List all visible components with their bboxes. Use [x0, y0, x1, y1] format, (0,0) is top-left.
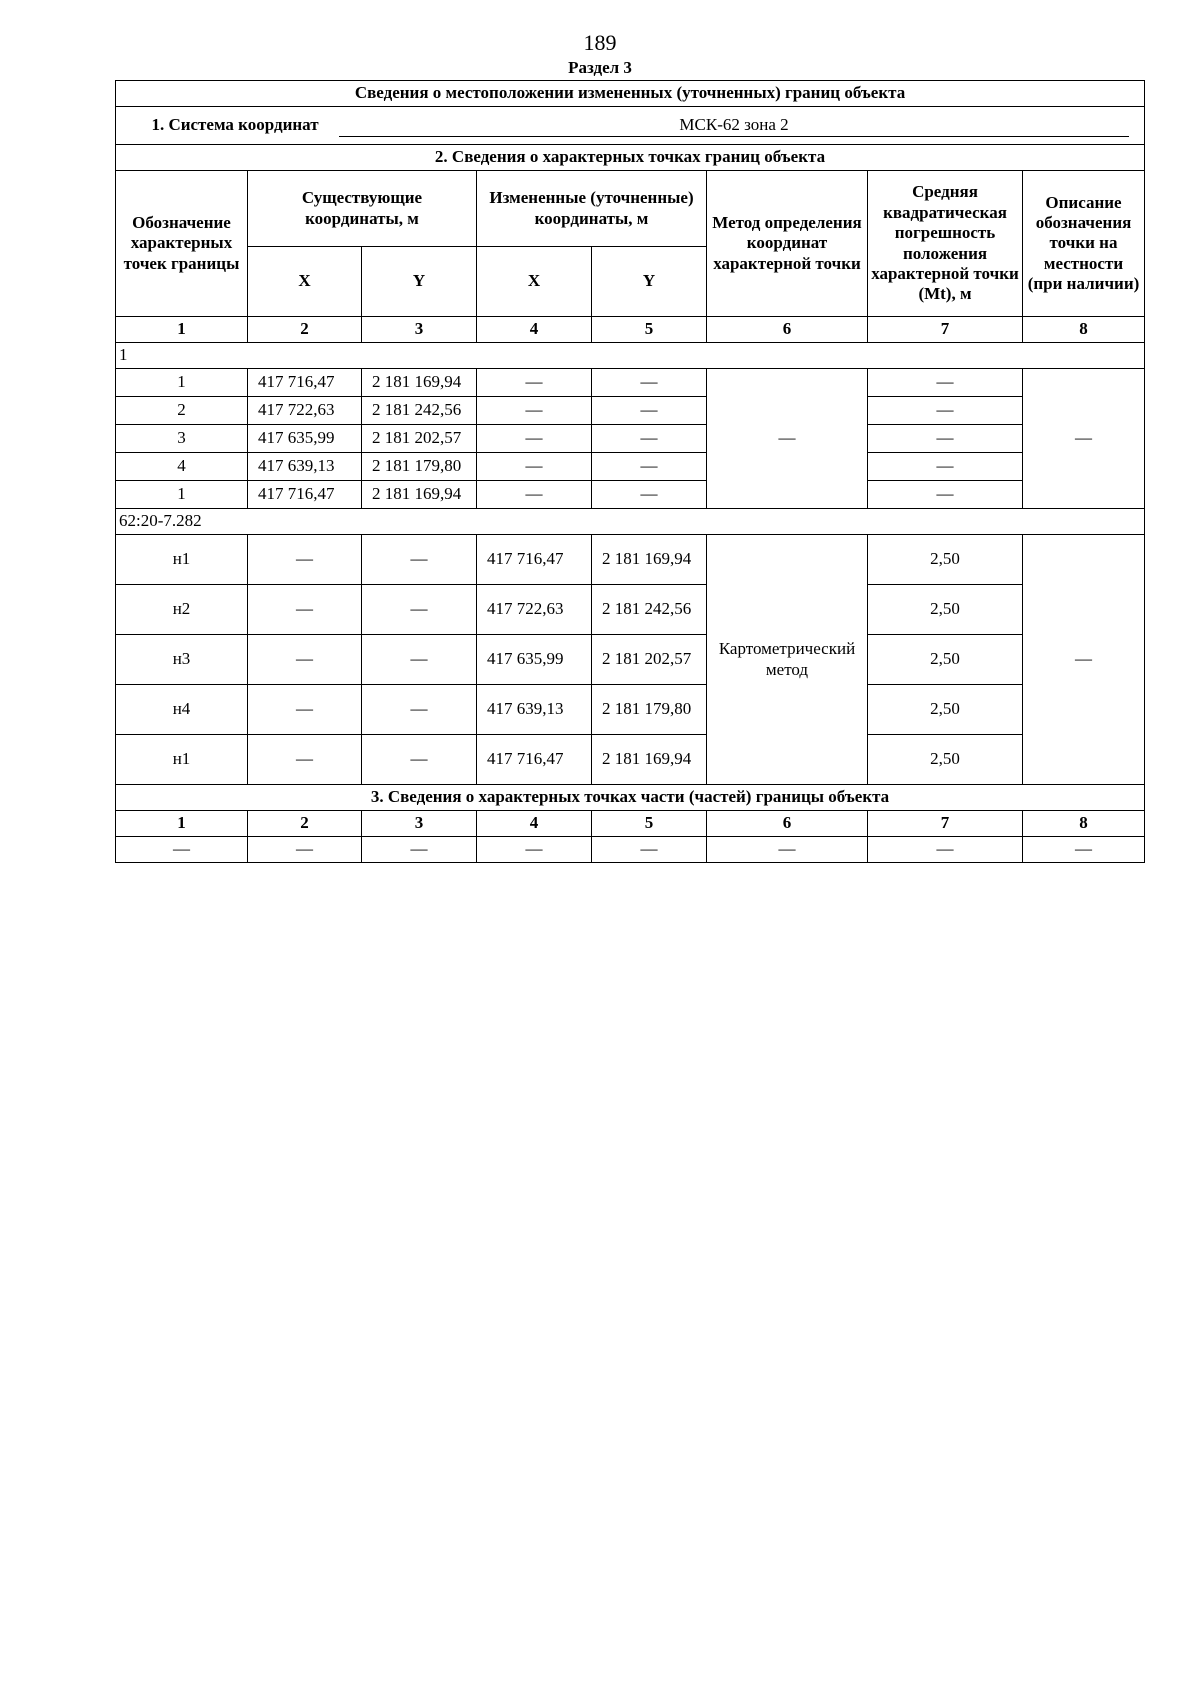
table-row: [116, 425, 1145, 453]
changed-x: —: [477, 425, 592, 453]
col-number: 4: [477, 317, 592, 343]
existing-y: —: [362, 535, 477, 585]
header-description: Описание обозначения точки на местности (при наличии): [1023, 171, 1145, 317]
existing-x: 417 716,47: [248, 481, 362, 509]
header-existing-x: X: [248, 247, 362, 317]
page-number: 189: [583, 30, 617, 55]
header-changed-x: X: [477, 247, 592, 317]
point-id: 1: [116, 369, 248, 397]
header-existing-y: Y: [362, 247, 477, 317]
point-id: н3: [116, 635, 248, 685]
point-id: 1: [116, 481, 248, 509]
existing-y: 2 181 179,80: [362, 453, 477, 481]
coord-system-row: [116, 107, 1145, 145]
group-label: 62:20-7.282: [116, 509, 1145, 535]
changed-y: 2 181 179,80: [592, 685, 707, 735]
changed-x: —: [477, 481, 592, 509]
error-value: —: [868, 369, 1023, 397]
col-number: 6: [707, 811, 868, 837]
point-id: н4: [116, 685, 248, 735]
empty-cell: —: [248, 837, 362, 863]
empty-cell: —: [868, 837, 1023, 863]
col-number: 7: [868, 317, 1023, 343]
coord-system-label: 1. Система координат: [151, 114, 319, 134]
header-error: Средняя квадратическая погрешность положения характерной точки (Mt), м: [868, 171, 1023, 317]
table-row: [116, 635, 1145, 685]
parts-section-title: 3. Сведения о характерных точках части (частей) границы объекта: [116, 785, 1145, 811]
empty-cell: —: [362, 837, 477, 863]
existing-x: —: [248, 585, 362, 635]
point-id: 2: [116, 397, 248, 425]
changed-y: —: [592, 397, 707, 425]
col-number: 3: [362, 317, 477, 343]
changed-y: 2 181 169,94: [592, 735, 707, 785]
group-label: 1: [116, 343, 1145, 369]
header-changed-coords: Измененные (уточненные) координаты, м: [477, 171, 707, 247]
changed-y: 2 181 169,94: [592, 535, 707, 585]
table-row: [116, 585, 1145, 635]
coord-system-value: МСК-62 зона 2: [339, 114, 1129, 137]
col-number: 8: [1023, 317, 1145, 343]
table-row: [116, 481, 1145, 509]
error-value: 2,50: [868, 685, 1023, 735]
existing-y: —: [362, 685, 477, 735]
table-row: [116, 685, 1145, 735]
existing-y: 2 181 169,94: [362, 369, 477, 397]
existing-y: 2 181 242,56: [362, 397, 477, 425]
col-number: 4: [477, 811, 592, 837]
table-row: [116, 369, 1145, 397]
empty-cell: —: [116, 837, 248, 863]
header-changed-y: Y: [592, 247, 707, 317]
point-id: н1: [116, 735, 248, 785]
error-value: 2,50: [868, 635, 1023, 685]
boundary-table: [115, 80, 1145, 863]
changed-y: —: [592, 453, 707, 481]
method-cell: Картометрический метод: [707, 535, 868, 785]
error-value: —: [868, 425, 1023, 453]
col-number: 3: [362, 811, 477, 837]
changed-y: 2 181 202,57: [592, 635, 707, 685]
error-value: 2,50: [868, 585, 1023, 635]
existing-x: 417 722,63: [248, 397, 362, 425]
existing-y: —: [362, 585, 477, 635]
table-row: [116, 397, 1145, 425]
point-id: 3: [116, 425, 248, 453]
col-number: 7: [868, 811, 1023, 837]
col-number: 6: [707, 317, 868, 343]
existing-y: —: [362, 735, 477, 785]
point-id: н2: [116, 585, 248, 635]
error-value: 2,50: [868, 535, 1023, 585]
col-number: 8: [1023, 811, 1145, 837]
changed-x: 417 716,47: [477, 535, 592, 585]
col-number: 1: [116, 811, 248, 837]
existing-y: —: [362, 635, 477, 685]
existing-x: 417 639,13: [248, 453, 362, 481]
point-id: н1: [116, 535, 248, 585]
changed-x: —: [477, 369, 592, 397]
existing-x: 417 635,99: [248, 425, 362, 453]
header-existing-coords: Существующие координаты, м: [248, 171, 477, 247]
existing-x: —: [248, 685, 362, 735]
error-value: —: [868, 481, 1023, 509]
changed-y: —: [592, 369, 707, 397]
col-number: 1: [116, 317, 248, 343]
existing-x: 417 716,47: [248, 369, 362, 397]
error-value: —: [868, 397, 1023, 425]
col-number: 5: [592, 811, 707, 837]
changed-y: 2 181 242,56: [592, 585, 707, 635]
description-cell: —: [1023, 369, 1145, 509]
empty-cell: —: [707, 837, 868, 863]
changed-y: —: [592, 425, 707, 453]
empty-cell: —: [1023, 837, 1145, 863]
changed-x: 417 635,99: [477, 635, 592, 685]
existing-x: —: [248, 735, 362, 785]
table-row: [116, 453, 1145, 481]
changed-x: —: [477, 453, 592, 481]
points-section-title: 2. Сведения о характерных точках границ объекта: [116, 145, 1145, 171]
changed-y: —: [592, 481, 707, 509]
changed-x: 417 639,13: [477, 685, 592, 735]
col-number: 2: [248, 317, 362, 343]
existing-y: 2 181 202,57: [362, 425, 477, 453]
existing-x: —: [248, 635, 362, 685]
section-title: Раздел 3: [568, 58, 632, 77]
existing-y: 2 181 169,94: [362, 481, 477, 509]
header-designation: Обозначение характерных точек границы: [116, 171, 248, 317]
changed-x: 417 722,63: [477, 585, 592, 635]
point-id: 4: [116, 453, 248, 481]
empty-cell: —: [477, 837, 592, 863]
changed-x: 417 716,47: [477, 735, 592, 785]
col-number: 2: [248, 811, 362, 837]
header-method: Метод определения координат характерной точки: [707, 171, 868, 317]
table-row: [116, 735, 1145, 785]
existing-x: —: [248, 535, 362, 585]
table-row: [116, 837, 1145, 863]
description-cell: —: [1023, 535, 1145, 785]
table-row: [116, 535, 1145, 585]
method-cell: —: [707, 369, 868, 509]
table-title: Сведения о местоположении измененных (уточненных) границ объекта: [116, 81, 1145, 107]
error-value: —: [868, 453, 1023, 481]
error-value: 2,50: [868, 735, 1023, 785]
changed-x: —: [477, 397, 592, 425]
empty-cell: —: [592, 837, 707, 863]
col-number: 5: [592, 317, 707, 343]
